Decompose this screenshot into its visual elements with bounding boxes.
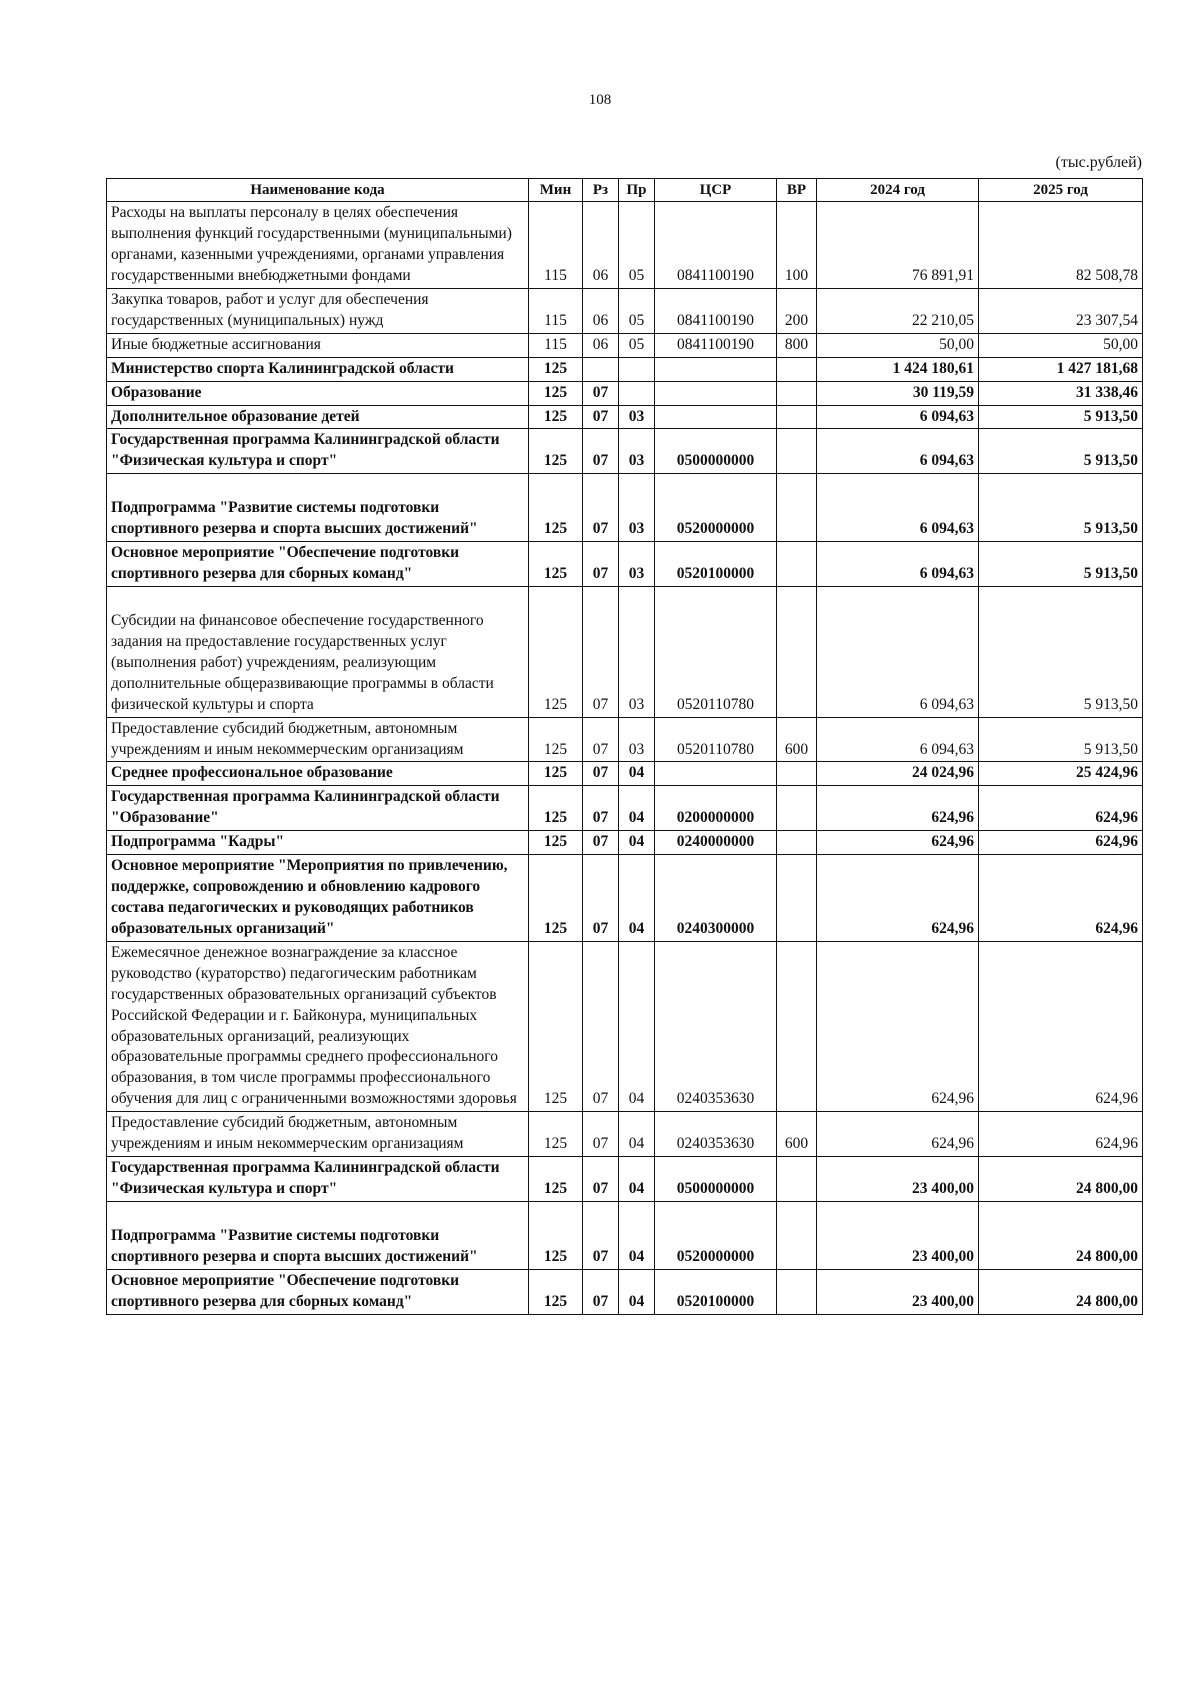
cell-rz: 07 [583,381,619,405]
cell-pr: 04 [619,855,655,942]
cell-pr: 03 [619,405,655,429]
cell-vr [777,474,817,542]
table-row [107,1157,1143,1202]
cell-pr: 04 [619,941,655,1111]
cell-2025: 624,96 [979,1112,1143,1157]
cell-2025: 5 913,50 [979,542,1143,587]
cell-2025: 5 913,50 [979,405,1143,429]
cell-2025: 1 427 181,68 [979,357,1143,381]
cell-min: 125 [529,474,583,542]
cell-csr: 0240353630 [655,1112,777,1157]
cell-pr: 04 [619,786,655,831]
cell-2025: 25 424,96 [979,762,1143,786]
cell-pr: 05 [619,202,655,289]
cell-pr [619,357,655,381]
cell-rz: 07 [583,1201,619,1269]
cell-csr: 0200000000 [655,786,777,831]
cell-min: 125 [529,429,583,474]
cell-pr: 05 [619,333,655,357]
cell-min: 125 [529,1112,583,1157]
cell-min: 125 [529,1201,583,1269]
cell-vr [777,587,817,718]
cell-vr [777,786,817,831]
cell-name: Среднее профессиональное образование [107,762,529,786]
cell-min: 115 [529,288,583,333]
cell-vr [777,429,817,474]
cell-csr: 0520100000 [655,1269,777,1314]
table-row [107,717,1143,762]
cell-name: Предоставление субсидий бюджетным, автономным учреждениям и иным некоммерческим организациям [107,1112,529,1157]
cell-2024: 6 094,63 [817,717,979,762]
cell-name: Предоставление субсидий бюджетным, автономным учреждениям и иным некоммерческим организациям [107,717,529,762]
page-number: 108 [588,92,612,108]
cell-vr: 600 [777,1112,817,1157]
cell-name: Основное мероприятие "Обеспечение подготовки спортивного резерва для сборных команд" [107,1269,529,1314]
cell-pr: 03 [619,474,655,542]
cell-min: 125 [529,1157,583,1202]
table-row [107,429,1143,474]
cell-vr [777,941,817,1111]
cell-name: Основное мероприятие "Обеспечение подготовки спортивного резерва для сборных команд" [107,542,529,587]
cell-vr [777,381,817,405]
cell-2024: 624,96 [817,1112,979,1157]
table-row [107,474,1143,542]
cell-name: Министерство спорта Калининградской области [107,357,529,381]
cell-vr [777,855,817,942]
cell-min: 125 [529,1269,583,1314]
cell-2024: 23 400,00 [817,1269,979,1314]
cell-csr: 0500000000 [655,429,777,474]
cell-2024: 6 094,63 [817,429,979,474]
cell-rz: 07 [583,717,619,762]
table-header [107,179,1143,202]
cell-min: 125 [529,357,583,381]
cell-min: 115 [529,333,583,357]
cell-csr [655,357,777,381]
cell-rz: 07 [583,786,619,831]
cell-2025: 624,96 [979,941,1143,1111]
table-row [107,786,1143,831]
cell-2024: 22 210,05 [817,288,979,333]
budget-table [106,178,1143,1315]
cell-2025: 82 508,78 [979,202,1143,289]
cell-2024: 6 094,63 [817,474,979,542]
cell-vr [777,542,817,587]
table-row [107,381,1143,405]
cell-csr: 0240000000 [655,831,777,855]
cell-2024: 23 400,00 [817,1157,979,1202]
header-row [107,179,1143,202]
cell-rz: 07 [583,831,619,855]
cell-vr [777,831,817,855]
cell-rz: 07 [583,1269,619,1314]
table-row [107,941,1143,1111]
cell-2024: 23 400,00 [817,1201,979,1269]
cell-csr: 0841100190 [655,333,777,357]
cell-csr [655,762,777,786]
cell-rz: 06 [583,288,619,333]
cell-rz: 07 [583,587,619,718]
cell-2025: 624,96 [979,786,1143,831]
cell-2025: 50,00 [979,333,1143,357]
table-row [107,831,1143,855]
cell-min: 125 [529,941,583,1111]
header-name: Наименование кода [107,179,529,202]
cell-name: Субсидии на финансовое обеспечение государственного задания на предоставление государственных услуг (выполнения работ) учреждениям, реализующим дополнительные общеразвивающие программы в области физической культуры и спорта [107,587,529,718]
cell-min: 125 [529,381,583,405]
cell-2025: 5 913,50 [979,429,1143,474]
cell-name: Государственная программа Калининградской области "Физическая культура и спорт" [107,1157,529,1202]
cell-csr: 0520110780 [655,587,777,718]
cell-vr [777,357,817,381]
cell-pr: 03 [619,542,655,587]
table-row [107,1112,1143,1157]
cell-vr: 600 [777,717,817,762]
cell-csr: 0520100000 [655,542,777,587]
cell-name: Иные бюджетные ассигнования [107,333,529,357]
cell-2025: 24 800,00 [979,1157,1143,1202]
table-row [107,357,1143,381]
cell-csr [655,381,777,405]
cell-min: 125 [529,542,583,587]
cell-2024: 6 094,63 [817,405,979,429]
cell-rz: 07 [583,429,619,474]
cell-vr: 100 [777,202,817,289]
units-label: (тыс.рублей) [1055,154,1142,171]
cell-pr: 03 [619,587,655,718]
cell-pr: 04 [619,1269,655,1314]
table-row [107,542,1143,587]
cell-name: Государственная программа Калининградской области "Физическая культура и спорт" [107,429,529,474]
cell-csr [655,405,777,429]
cell-pr: 03 [619,429,655,474]
cell-name: Ежемесячное денежное вознаграждение за классное руководство (кураторство) педагогическим работникам государственных образовательных организаций субъектов Российской Федерации и г. Байконура, муниципальных образовательных организаций, реализующих образовательные программы среднего профессионального образования, в том числе программы профессионального обучения для лиц с ограниченными возможностями здоровья [107,941,529,1111]
table-row [107,762,1143,786]
cell-rz: 07 [583,1112,619,1157]
cell-pr: 04 [619,831,655,855]
cell-vr [777,1201,817,1269]
cell-csr: 0500000000 [655,1157,777,1202]
cell-csr: 0240300000 [655,855,777,942]
cell-2024: 624,96 [817,855,979,942]
cell-name: Подпрограмма "Кадры" [107,831,529,855]
cell-vr [777,1157,817,1202]
cell-csr: 0240353630 [655,941,777,1111]
cell-rz: 07 [583,941,619,1111]
cell-2024: 76 891,91 [817,202,979,289]
cell-2024: 6 094,63 [817,587,979,718]
cell-csr: 0520000000 [655,474,777,542]
cell-vr [777,405,817,429]
cell-min: 125 [529,786,583,831]
table-row [107,855,1143,942]
cell-min: 125 [529,855,583,942]
cell-2025: 31 338,46 [979,381,1143,405]
table-row [107,1269,1143,1314]
header-2024: 2024 год [817,179,979,202]
header-csr: ЦСР [655,179,777,202]
table-row [107,202,1143,289]
cell-2024: 50,00 [817,333,979,357]
cell-min: 125 [529,717,583,762]
cell-name: Подпрограмма "Развитие системы подготовки спортивного резерва и спорта высших достижений" [107,474,529,542]
cell-min: 125 [529,587,583,718]
cell-min: 125 [529,831,583,855]
cell-2024: 1 424 180,61 [817,357,979,381]
cell-rz [583,357,619,381]
cell-2025: 5 913,50 [979,717,1143,762]
cell-2025: 5 913,50 [979,474,1143,542]
cell-2024: 24 024,96 [817,762,979,786]
cell-rz: 06 [583,202,619,289]
cell-2025: 24 800,00 [979,1269,1143,1314]
cell-rz: 07 [583,474,619,542]
table-row [107,587,1143,718]
cell-pr: 04 [619,1201,655,1269]
cell-rz: 07 [583,1157,619,1202]
table-row [107,288,1143,333]
cell-pr: 03 [619,717,655,762]
table-row [107,405,1143,429]
cell-csr: 0841100190 [655,202,777,289]
cell-min: 115 [529,202,583,289]
cell-rz: 07 [583,855,619,942]
cell-name: Дополнительное образование детей [107,405,529,429]
cell-name: Подпрограмма "Развитие системы подготовки спортивного резерва и спорта высших достижений" [107,1201,529,1269]
cell-name: Образование [107,381,529,405]
cell-csr: 0841100190 [655,288,777,333]
cell-name: Государственная программа Калининградской области "Образование" [107,786,529,831]
cell-rz: 06 [583,333,619,357]
cell-2025: 624,96 [979,831,1143,855]
cell-2024: 624,96 [817,941,979,1111]
table-row [107,333,1143,357]
header-pr: Пр [619,179,655,202]
cell-pr: 05 [619,288,655,333]
cell-pr [619,381,655,405]
cell-min: 125 [529,762,583,786]
cell-name: Расходы на выплаты персоналу в целях обеспечения выполнения функций государственными (муниципальными) органами, казенными учреждениями, органами управления государственными внебюджетными фондами [107,202,529,289]
cell-vr [777,762,817,786]
cell-2025: 23 307,54 [979,288,1143,333]
cell-2025: 5 913,50 [979,587,1143,718]
cell-min: 125 [529,405,583,429]
cell-2025: 24 800,00 [979,1201,1143,1269]
cell-2025: 624,96 [979,855,1143,942]
cell-rz: 07 [583,405,619,429]
header-2025: 2025 год [979,179,1143,202]
cell-vr: 200 [777,288,817,333]
cell-vr [777,1269,817,1314]
cell-pr: 04 [619,762,655,786]
cell-2024: 30 119,59 [817,381,979,405]
table-row [107,1201,1143,1269]
cell-pr: 04 [619,1112,655,1157]
cell-name: Основное мероприятие "Мероприятия по привлечению, поддержке, сопровождению и обновлению кадрового состава педагогических и руководящих работников образовательных организаций" [107,855,529,942]
header-vr: ВР [777,179,817,202]
cell-2024: 6 094,63 [817,542,979,587]
header-rz: Рз [583,179,619,202]
cell-rz: 07 [583,762,619,786]
table-body [107,202,1143,1314]
cell-vr: 800 [777,333,817,357]
cell-2024: 624,96 [817,831,979,855]
cell-rz: 07 [583,542,619,587]
header-min: Мин [529,179,583,202]
cell-csr: 0520000000 [655,1201,777,1269]
cell-name: Закупка товаров, работ и услуг для обеспечения государственных (муниципальных) нужд [107,288,529,333]
cell-csr: 0520110780 [655,717,777,762]
cell-2024: 624,96 [817,786,979,831]
cell-pr: 04 [619,1157,655,1202]
